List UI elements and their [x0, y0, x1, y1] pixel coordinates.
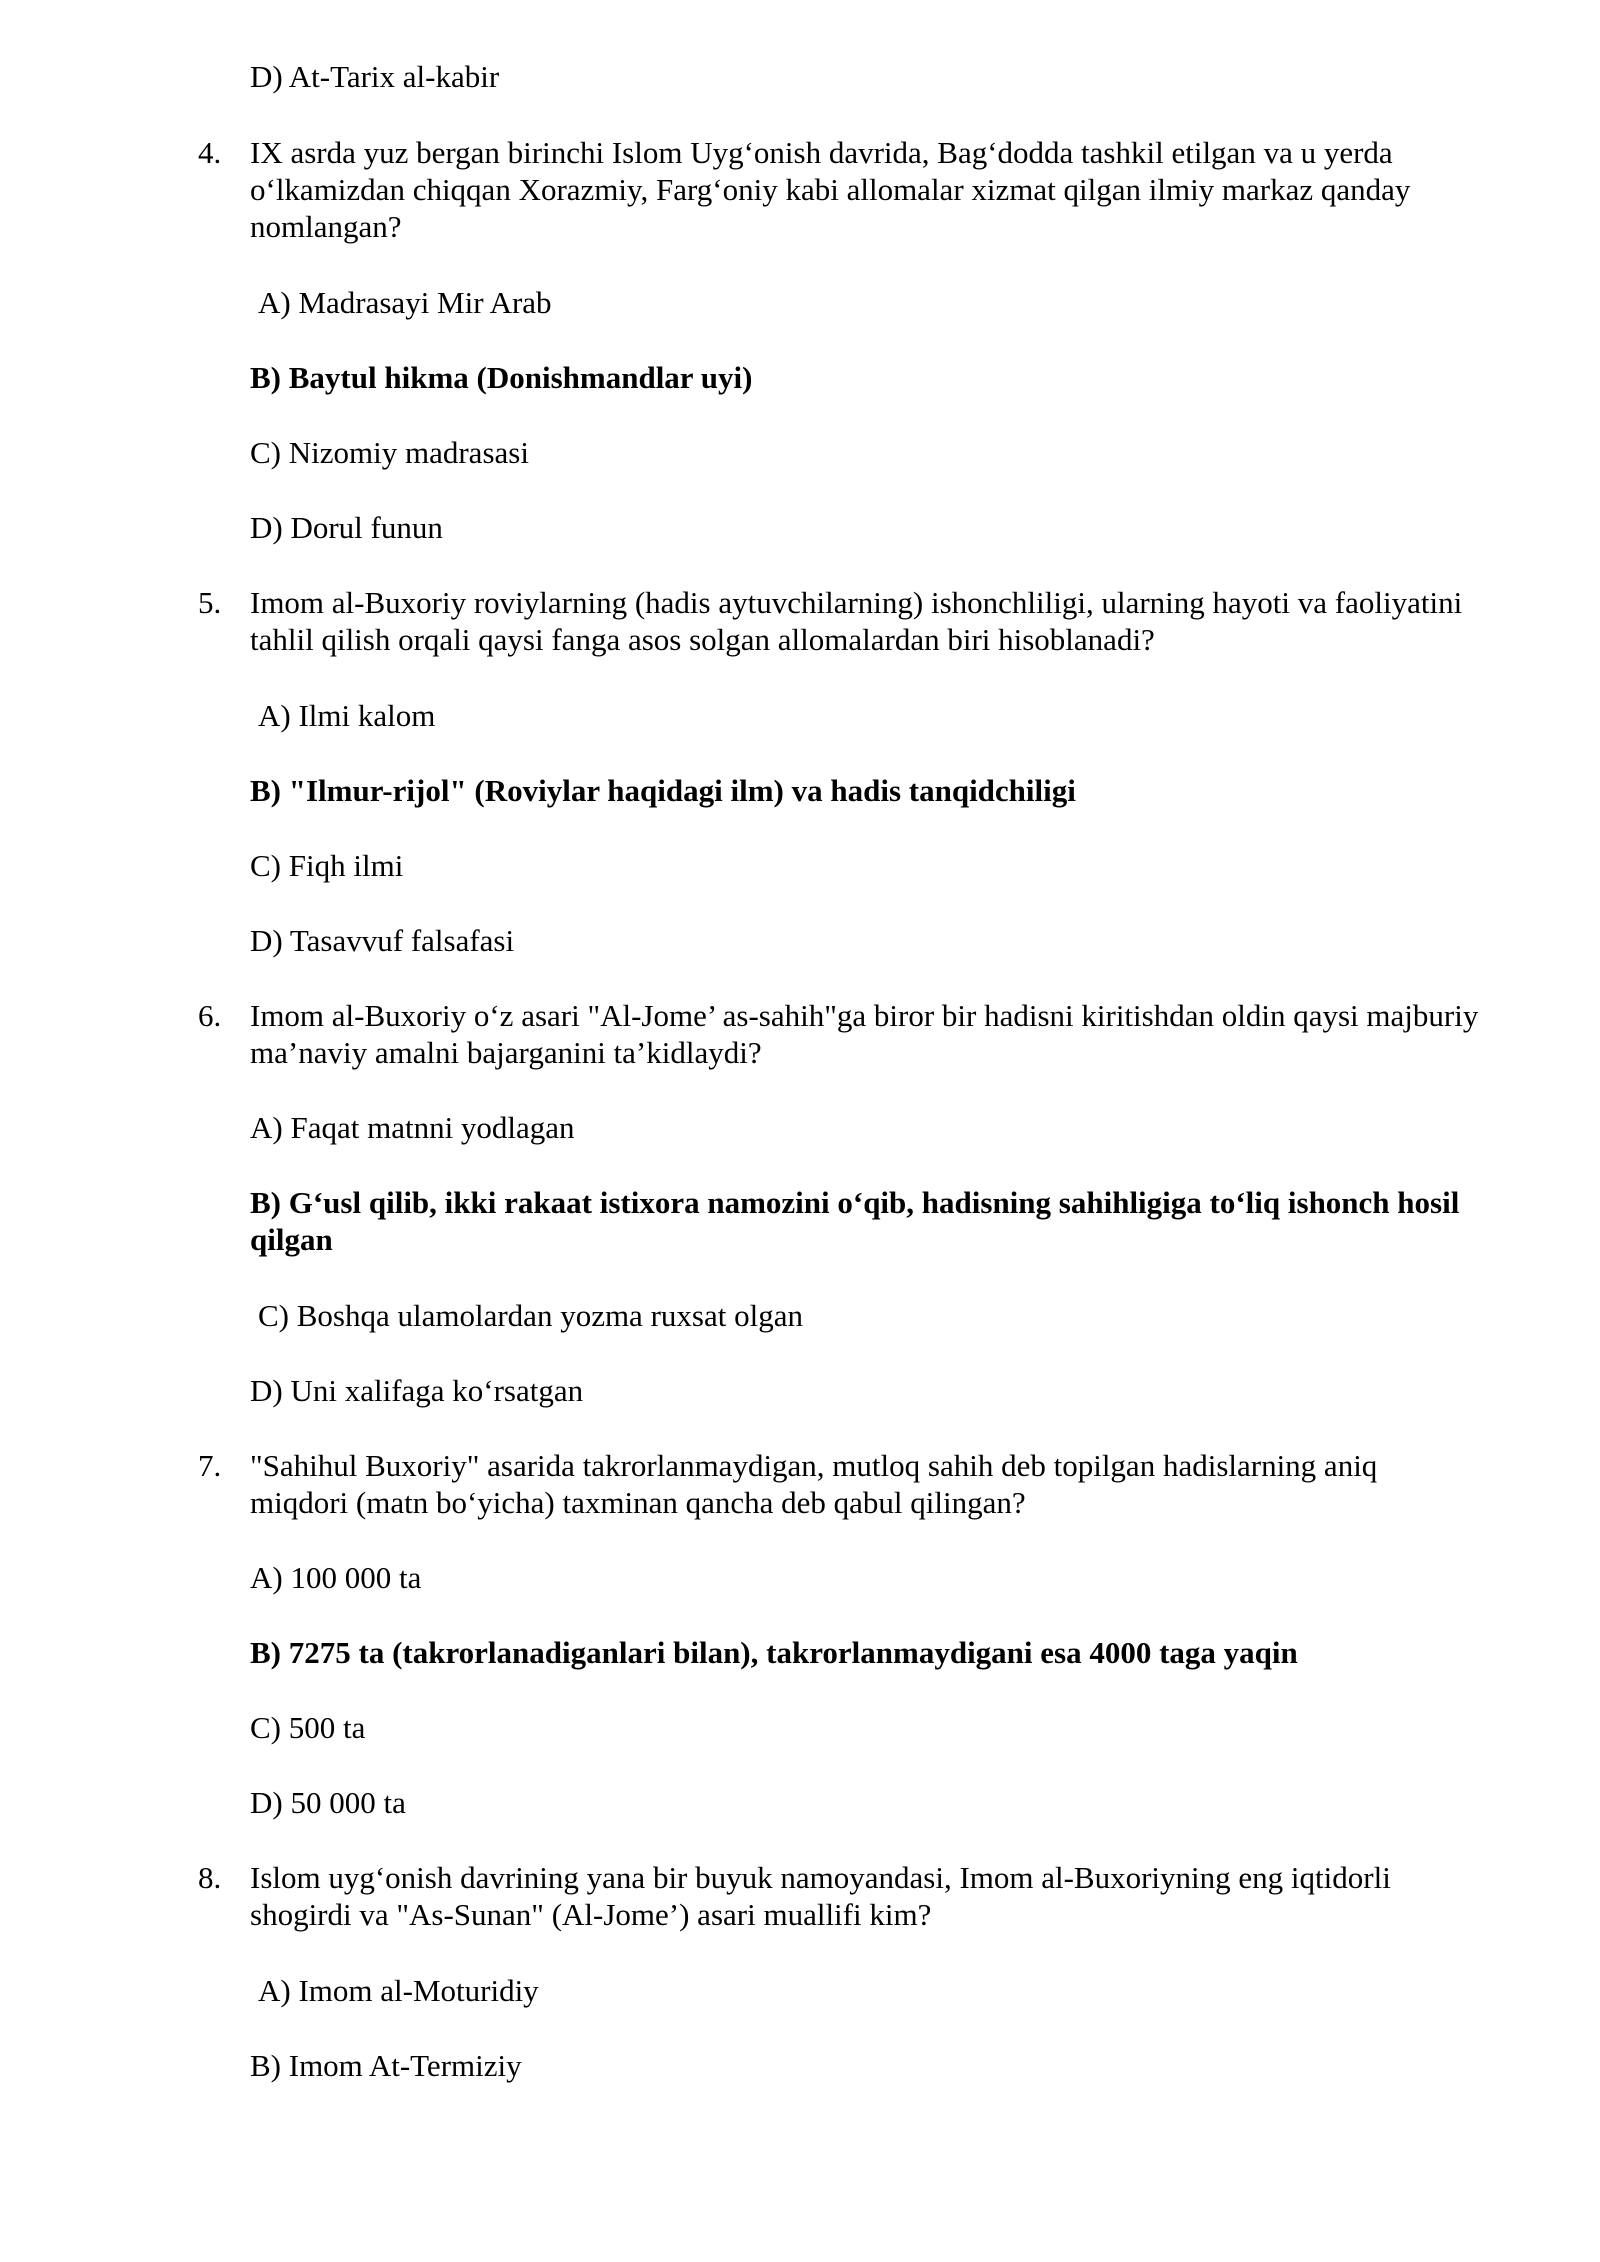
- previous-question-option-d: D) At-Tarix al-kabir: [250, 59, 500, 94]
- question-8-number: 8.: [198, 1860, 222, 1895]
- question-7-option-b-answer: B) 7275 ta (takrorlanadiganlari bilan), takrorlanmaydigani esa 4000 taga yaqin: [250, 1635, 1298, 1670]
- question-7-option-d: D) 50 000 ta: [250, 1785, 406, 1820]
- question-4-option-c: C) Nizomiy madrasasi: [250, 435, 529, 470]
- question-5-number: 5.: [198, 585, 222, 620]
- question-6-text: Imom al-Buxoriy o‘z asari "Al-Jome’ as-sahih"ga biror bir hadisni kiritishdan oldin qaysi majburiy ma’naviy amalni bajarganini ta’kidlaydi?: [250, 998, 1479, 1070]
- question-4-option-b-answer: B) Baytul hikma (Donishmandlar uyi): [250, 360, 753, 395]
- question-5-option-b-answer: B) "Ilmur-rijol" (Roviylar haqidagi ilm) va hadis tanqidchiligi: [250, 773, 1076, 808]
- question-5-option-d: D) Tasavvuf falsafasi: [250, 923, 515, 958]
- question-8-option-b: B) Imom At-Termiziy: [250, 2048, 522, 2083]
- question-6-option-b-answer: B) G‘usl qilib, ikki rakaat istixora namozini o‘qib, hadisning sahihligiga to‘liq ishonch hosil qilgan: [250, 1185, 1460, 1257]
- question-7-option-a: A) 100 000 ta: [250, 1560, 422, 1595]
- question-4-number: 4.: [198, 135, 222, 170]
- question-8-option-a: A) Imom al-Moturidiy: [258, 1973, 539, 2008]
- question-4-option-d: D) Dorul funun: [250, 510, 443, 545]
- question-7-number: 7.: [198, 1448, 222, 1483]
- question-4-text: IX asrda yuz bergan birinchi Islom Uyg‘onish davrida, Bag‘dodda tashkil etilgan va u yerda o‘lkamizdan chiqqan Xorazmiy, Farg‘oniy kabi allomalar xizmat qilgan ilmiy markaz qanday nomlangan?: [250, 135, 1411, 244]
- question-8-text: Islom uyg‘onish davrining yana bir buyuk namoyandasi, Imom al-Buxoriyning eng iqtidorli shogirdi va "As-Sunan" (Al-Jome’) asari muallifi kim?: [250, 1860, 1391, 1932]
- question-6-option-d: D) Uni xalifaga ko‘rsatgan: [250, 1373, 584, 1408]
- question-4-option-a: A) Madrasayi Mir Arab: [258, 285, 552, 320]
- question-7-option-c: C) 500 ta: [250, 1710, 366, 1745]
- question-5-option-c: C) Fiqh ilmi: [250, 848, 404, 883]
- question-5-option-a: A) Ilmi kalom: [258, 698, 436, 733]
- question-6-number: 6.: [198, 998, 222, 1033]
- question-7-text: "Sahihul Buxoriy" asarida takrorlanmaydigan, mutloq sahih deb topilgan hadislarning aniq miqdori (matn bo‘yicha) taxminan qancha deb qabul qilingan?: [250, 1448, 1378, 1520]
- question-6-option-c: C) Boshqa ulamolardan yozma ruxsat olgan: [258, 1298, 803, 1333]
- question-6-option-a: A) Faqat matnni yodlagan: [250, 1110, 575, 1145]
- question-5-text: Imom al-Buxoriy roviylarning (hadis aytuvchilarning) ishonchliligi, ularning hayoti va faoliyatini tahlil qilish orqali qaysi fanga asos solgan allomalardan biri hisoblanadi?: [250, 585, 1463, 657]
